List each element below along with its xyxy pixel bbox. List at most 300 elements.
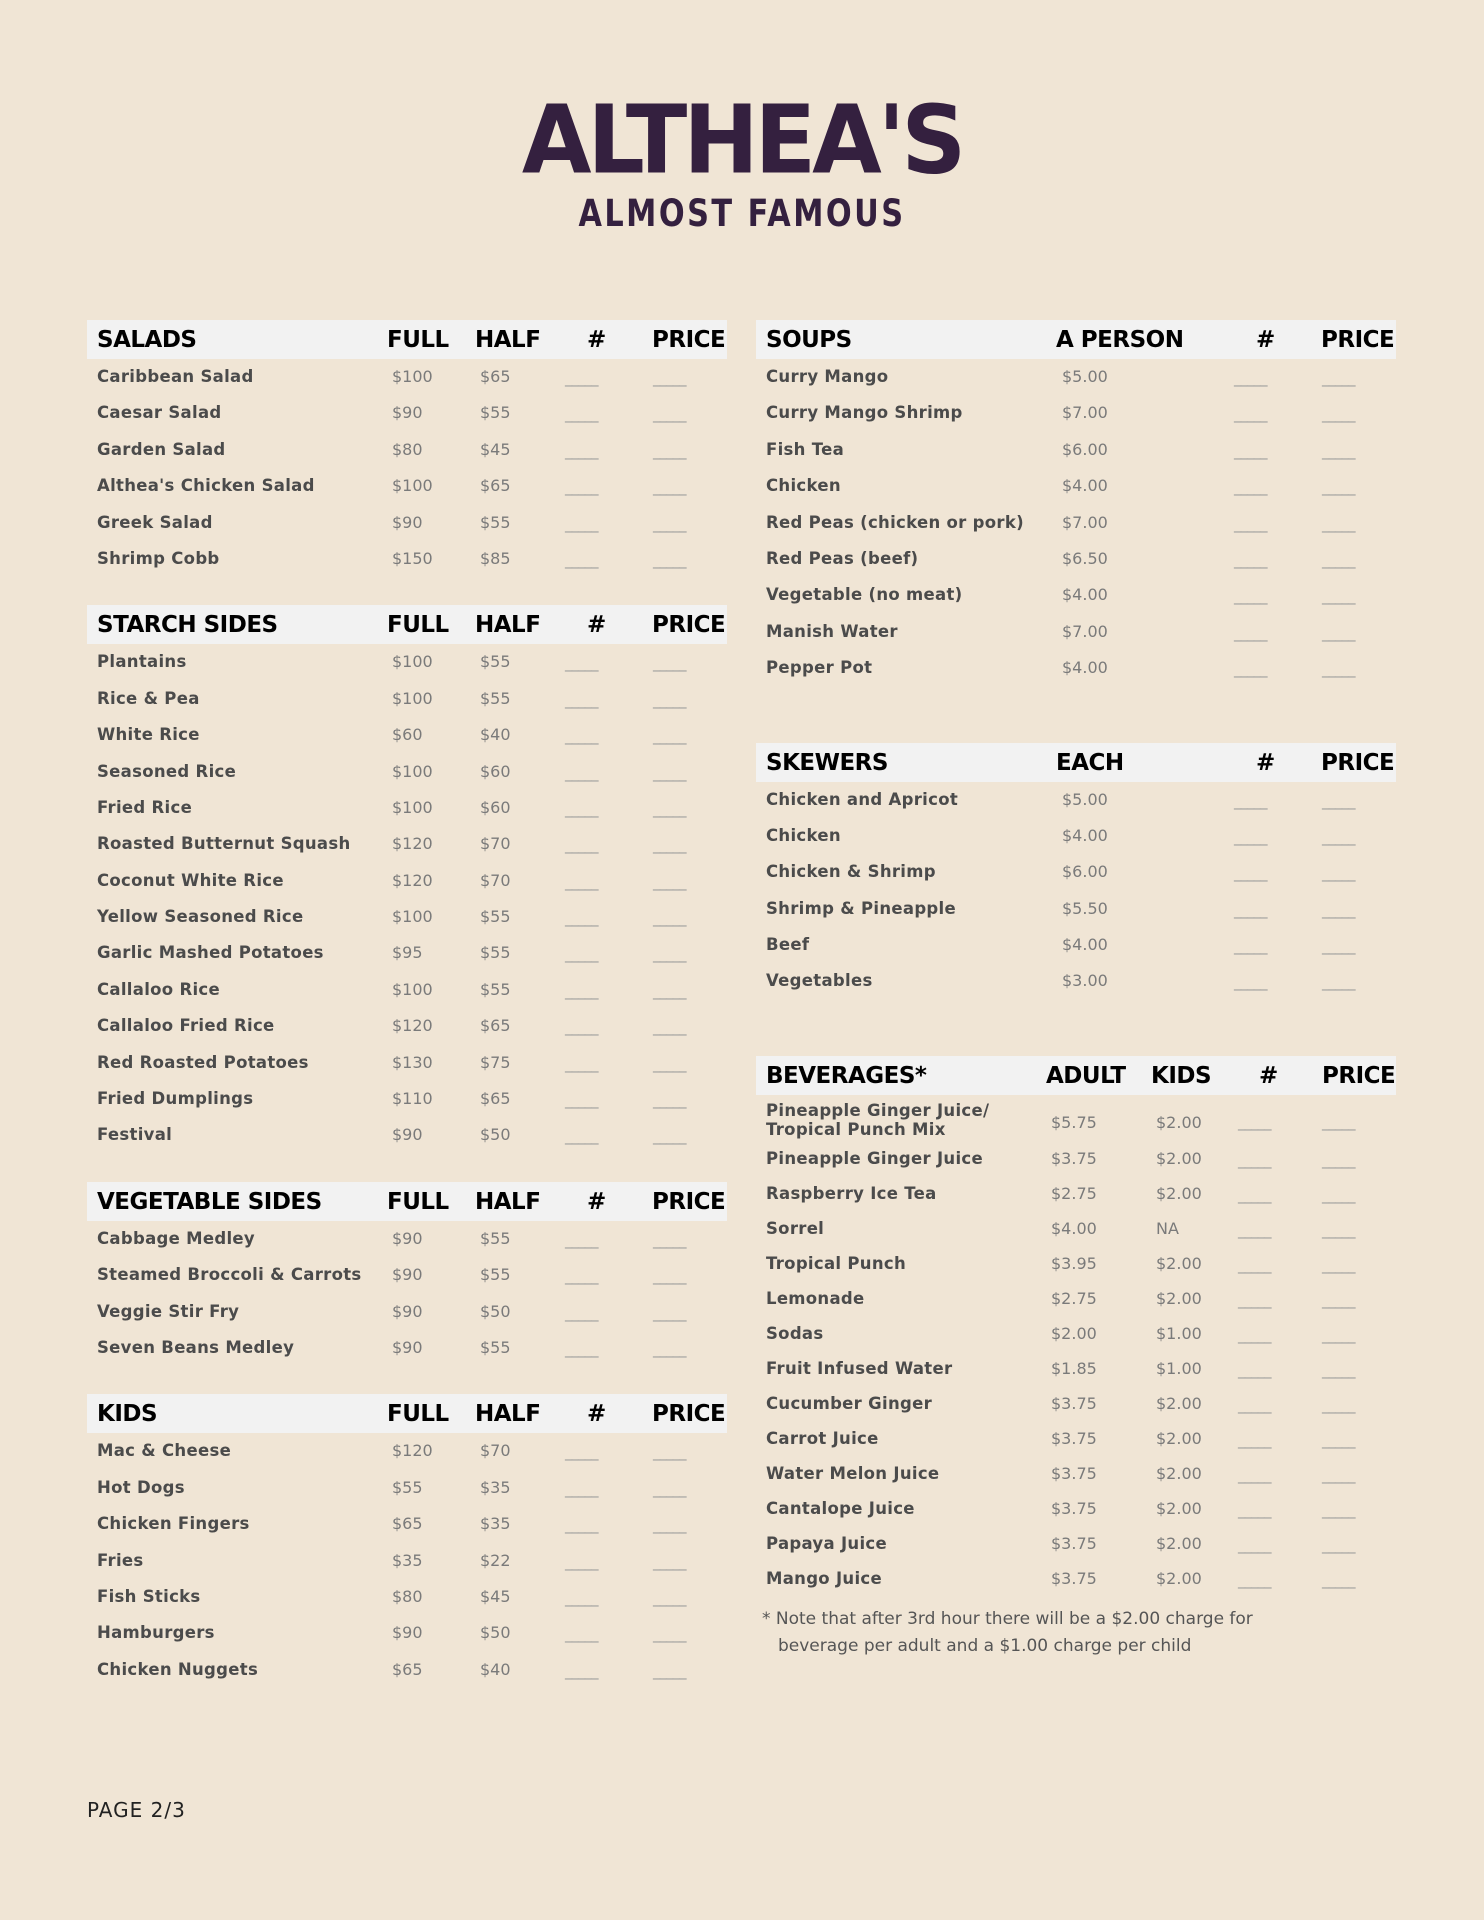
adult-price: $1.85 xyxy=(1051,1358,1097,1378)
menu-row xyxy=(756,432,1396,468)
price-blank: _____ xyxy=(653,1303,686,1322)
price-blank: _____ xyxy=(653,1552,686,1571)
price-blank: _____ xyxy=(653,981,686,1000)
section-header xyxy=(756,320,1396,359)
qty-blank: _____ xyxy=(1238,1395,1271,1414)
menu-row xyxy=(87,1652,727,1688)
menu-row xyxy=(756,891,1396,927)
item-name: Plantains xyxy=(97,652,187,672)
qty-blank: _____ xyxy=(565,1661,598,1680)
qty-blank: _____ xyxy=(565,836,598,855)
qty-blank: _____ xyxy=(1234,864,1267,883)
qty-blank: _____ xyxy=(1234,660,1267,679)
item-name: Steamed Broccoli & Carrots xyxy=(97,1265,362,1285)
menu-row xyxy=(87,790,727,826)
beverage-row xyxy=(756,1386,1396,1421)
item-name-line: Papaya Juice xyxy=(766,1533,887,1553)
item-name: Curry Mango Shrimp xyxy=(766,403,963,423)
price-blank: _____ xyxy=(1322,514,1355,533)
full-price: $100 xyxy=(392,367,433,386)
full-price: $65 xyxy=(392,1514,423,1534)
price-blank: _____ xyxy=(653,727,686,746)
qty-blank: _____ xyxy=(1234,478,1267,497)
half-price: $60 xyxy=(480,761,511,781)
half-price: $40 xyxy=(480,1659,511,1679)
col-header-qty: # xyxy=(587,1401,606,1428)
item-name: Rice & Pea xyxy=(97,688,200,708)
full-price: $100 xyxy=(392,979,433,999)
qty-blank: _____ xyxy=(1238,1535,1271,1554)
menu-row xyxy=(87,899,727,935)
item-name xyxy=(766,1219,824,1238)
item-name-line: Water Melon Juice xyxy=(766,1463,940,1483)
qty-blank: _____ xyxy=(565,799,598,818)
qty-blank: _____ xyxy=(565,872,598,891)
price-blank: _____ xyxy=(1322,660,1355,679)
item-name: Chicken & Shrimp xyxy=(766,862,936,882)
item-price: $7.00 xyxy=(1062,621,1108,641)
col-header-price: PRICE xyxy=(652,612,726,639)
item-name: Chicken Fingers xyxy=(97,1514,250,1534)
menu-row xyxy=(756,782,1396,818)
qty-blank: _____ xyxy=(565,1091,598,1110)
section-title: SOUPS xyxy=(766,327,852,353)
half-price: $75 xyxy=(480,1052,511,1072)
adult-price: $3.75 xyxy=(1051,1568,1097,1588)
item-name: Caribbean Salad xyxy=(97,367,254,386)
section-title: BEVERAGES* xyxy=(766,1062,927,1089)
qty-blank: _____ xyxy=(565,945,598,964)
half-price: $55 xyxy=(480,979,511,999)
item-name-line: Pineapple Ginger Juice/ xyxy=(766,1100,990,1120)
item-name xyxy=(766,1149,983,1168)
qty-blank: _____ xyxy=(565,369,598,387)
full-price: $60 xyxy=(392,725,423,745)
right-column xyxy=(756,320,1396,1660)
qty-blank: _____ xyxy=(565,981,598,1000)
half-price: $65 xyxy=(480,1089,511,1109)
full-price: $90 xyxy=(392,403,423,423)
col-header-price: PRICE xyxy=(652,327,726,353)
price-blank: _____ xyxy=(653,550,686,569)
full-price: $90 xyxy=(392,1301,423,1321)
item-name-line: Fruit Infused Water xyxy=(766,1358,953,1378)
item-name: Fried Rice xyxy=(97,797,193,817)
price-blank: _____ xyxy=(653,909,686,928)
price-blank: _____ xyxy=(653,1091,686,1110)
item-name: Fries xyxy=(97,1550,144,1570)
menu-row xyxy=(87,1615,727,1651)
item-name: Chicken xyxy=(766,825,841,845)
price-blank: _____ xyxy=(653,1127,686,1146)
item-name xyxy=(766,1254,906,1273)
item-name: Chicken and Apricot xyxy=(766,789,959,809)
col-header-qty: # xyxy=(587,1188,606,1215)
col-header-price: PRICE xyxy=(652,1401,726,1428)
menu-row xyxy=(87,1543,727,1579)
item-price: $7.00 xyxy=(1062,512,1108,532)
beverage-row xyxy=(756,1281,1396,1316)
item-name: Callaloo Fried Rice xyxy=(97,1016,275,1036)
half-price: $55 xyxy=(480,512,511,532)
full-price: $100 xyxy=(392,907,433,927)
col-header-full: FULL xyxy=(387,1188,449,1215)
beverage-row xyxy=(756,1351,1396,1386)
price-blank: _____ xyxy=(653,1018,686,1037)
qty-blank: _____ xyxy=(565,1443,598,1462)
price-blank: _____ xyxy=(1322,623,1355,642)
beverages-section xyxy=(756,1056,1396,1596)
item-price: $7.00 xyxy=(1062,403,1108,423)
full-price: $100 xyxy=(392,688,433,708)
section-header xyxy=(756,743,1396,782)
price-blank: _____ xyxy=(1322,369,1355,387)
menu-row xyxy=(87,644,727,680)
col-header-each: EACH xyxy=(1056,749,1124,776)
qty-blank: _____ xyxy=(565,478,598,497)
item-price: $6.50 xyxy=(1062,548,1108,568)
qty-blank: _____ xyxy=(565,690,598,709)
item-name: Cabbage Medley xyxy=(97,1228,255,1248)
qty-blank: _____ xyxy=(1234,791,1267,810)
full-price: $100 xyxy=(392,652,433,672)
price-blank: _____ xyxy=(653,405,686,424)
qty-blank: _____ xyxy=(565,1267,598,1286)
menu-row xyxy=(87,1470,727,1506)
full-price: $120 xyxy=(392,1016,433,1036)
price-blank: _____ xyxy=(1322,900,1355,919)
price-blank: _____ xyxy=(1322,1290,1355,1309)
page-number: PAGE 2/3 xyxy=(87,1798,186,1822)
price-blank: _____ xyxy=(1322,1112,1355,1131)
menu-row xyxy=(87,1117,727,1153)
full-price: $100 xyxy=(392,761,433,781)
item-name: Althea's Chicken Salad xyxy=(97,476,315,496)
half-price: $55 xyxy=(480,652,511,672)
item-price: $4.00 xyxy=(1062,476,1108,496)
half-price: $55 xyxy=(480,403,511,423)
qty-blank: _____ xyxy=(565,550,598,569)
price-blank: _____ xyxy=(1322,441,1355,460)
item-name-line: Lemonade xyxy=(766,1288,865,1308)
menu-row xyxy=(87,1008,727,1044)
soups-section xyxy=(756,320,1396,687)
beverage-row xyxy=(756,1246,1396,1281)
item-name: Pepper Pot xyxy=(766,658,873,678)
logo-subtitle: ALMOST FAMOUS xyxy=(578,192,906,235)
menu-row xyxy=(756,577,1396,613)
price-blank: _____ xyxy=(653,441,686,460)
qty-blank: _____ xyxy=(1234,550,1267,569)
qty-blank: _____ xyxy=(1238,1150,1271,1169)
menu-row xyxy=(87,972,727,1008)
adult-price: $2.00 xyxy=(1051,1323,1097,1343)
price-blank: _____ xyxy=(1322,864,1355,883)
qty-blank: _____ xyxy=(1234,514,1267,533)
beverage-row xyxy=(756,1421,1396,1456)
item-name: Red Roasted Potatoes xyxy=(97,1052,309,1072)
menu-row xyxy=(87,395,727,431)
menu-row xyxy=(87,1506,727,1542)
price-blank: _____ xyxy=(1322,1325,1355,1344)
menu-row xyxy=(87,1081,727,1117)
item-name-line: Sorrel xyxy=(766,1218,825,1238)
item-name: Hot Dogs xyxy=(97,1477,185,1497)
price-blank: _____ xyxy=(1322,827,1355,846)
menu-row xyxy=(756,854,1396,890)
item-name: Festival xyxy=(97,1125,173,1145)
adult-price: $2.75 xyxy=(1051,1288,1097,1308)
item-name: Manish Water xyxy=(766,621,898,641)
item-price: $5.00 xyxy=(1062,789,1108,809)
beverage-row xyxy=(756,1316,1396,1351)
item-price: $4.00 xyxy=(1062,825,1108,845)
menu-row xyxy=(87,1294,727,1330)
col-header-each: A PERSON xyxy=(1056,327,1184,353)
item-name: Chicken Nuggets xyxy=(97,1659,259,1679)
qty-blank: _____ xyxy=(1238,1112,1271,1131)
kids-section xyxy=(87,1394,727,1688)
price-blank: _____ xyxy=(1322,1220,1355,1239)
item-name: Chicken xyxy=(766,476,841,496)
section-header xyxy=(756,1056,1396,1095)
menu-row xyxy=(87,1433,727,1469)
full-price: $65 xyxy=(392,1659,423,1679)
beverage-row xyxy=(756,1561,1396,1596)
adult-price: $3.75 xyxy=(1051,1148,1097,1168)
price-blank: _____ xyxy=(653,654,686,673)
section-title: KIDS xyxy=(97,1401,158,1428)
full-price: $150 xyxy=(392,548,433,568)
section-title: VEGETABLE SIDES xyxy=(97,1188,322,1215)
half-price: $22 xyxy=(480,1550,511,1570)
price-blank: _____ xyxy=(653,514,686,533)
menu-row xyxy=(87,1330,727,1366)
item-name-line: Pineapple Ginger Juice xyxy=(766,1148,983,1168)
item-name xyxy=(766,1184,937,1203)
menu-row xyxy=(87,681,727,717)
qty-blank: _____ xyxy=(565,1054,598,1073)
logo xyxy=(0,85,1484,235)
menu-row xyxy=(87,935,727,971)
item-name-line: Cucumber Ginger xyxy=(766,1393,933,1413)
kids-price: $2.00 xyxy=(1156,1533,1202,1553)
menu-row xyxy=(756,359,1396,395)
kids-price: $1.00 xyxy=(1156,1323,1202,1343)
vegetable-sides-section xyxy=(87,1182,727,1367)
menu-row xyxy=(756,818,1396,854)
price-blank: _____ xyxy=(1322,550,1355,569)
adult-price: $2.75 xyxy=(1051,1183,1097,1203)
col-header-adult: ADULT xyxy=(1046,1062,1126,1089)
item-name: Vegetables xyxy=(766,971,873,991)
skewers-section xyxy=(756,743,1396,1000)
full-price: $90 xyxy=(392,1337,423,1357)
qty-blank: _____ xyxy=(565,405,598,424)
item-name: Red Peas (chicken or pork) xyxy=(766,512,1024,532)
price-blank: _____ xyxy=(1322,1465,1355,1484)
menu-row xyxy=(87,505,727,541)
full-price: $95 xyxy=(392,943,423,963)
col-header-half: HALF xyxy=(475,612,541,639)
item-name: Callaloo Rice xyxy=(97,979,220,999)
item-name xyxy=(766,1464,939,1483)
beverage-row xyxy=(756,1211,1396,1246)
price-blank: _____ xyxy=(1322,791,1355,810)
half-price: $85 xyxy=(480,548,511,568)
item-name xyxy=(766,1324,824,1343)
qty-blank: _____ xyxy=(565,1625,598,1644)
menu-row xyxy=(87,541,727,577)
full-price: $130 xyxy=(392,1052,433,1072)
half-price: $50 xyxy=(480,1301,511,1321)
qty-blank: _____ xyxy=(565,727,598,746)
qty-blank: _____ xyxy=(1238,1220,1271,1239)
price-blank: _____ xyxy=(653,1339,686,1358)
price-blank: _____ xyxy=(653,1588,686,1607)
price-blank: _____ xyxy=(653,872,686,891)
price-blank: _____ xyxy=(653,690,686,709)
col-header-price: PRICE xyxy=(1322,1062,1396,1089)
half-price: $60 xyxy=(480,797,511,817)
qty-blank: _____ xyxy=(1238,1255,1271,1274)
item-price: $4.00 xyxy=(1062,658,1108,678)
col-header-half: HALF xyxy=(475,1401,541,1428)
item-name: Vegetable (no meat) xyxy=(766,585,963,605)
item-name: Seven Beans Medley xyxy=(97,1337,295,1357)
qty-blank: _____ xyxy=(1238,1360,1271,1379)
half-price: $55 xyxy=(480,1265,511,1285)
qty-blank: _____ xyxy=(1234,587,1267,606)
kids-price: $2.00 xyxy=(1156,1148,1202,1168)
qty-blank: _____ xyxy=(1238,1290,1271,1309)
section-header xyxy=(87,1182,727,1221)
full-price: $80 xyxy=(392,1586,423,1606)
item-price: $6.00 xyxy=(1062,439,1108,459)
item-name xyxy=(766,1429,879,1448)
half-price: $65 xyxy=(480,1016,511,1036)
section-title: SKEWERS xyxy=(766,749,888,776)
half-price: $35 xyxy=(480,1477,511,1497)
col-header-half: HALF xyxy=(475,327,541,353)
qty-blank: _____ xyxy=(565,1303,598,1322)
item-name xyxy=(766,1569,882,1588)
item-name: Red Peas (beef) xyxy=(766,548,919,568)
full-price: $120 xyxy=(392,1441,433,1461)
price-blank: _____ xyxy=(1322,1150,1355,1169)
item-name: Shrimp & Pineapple xyxy=(766,898,956,918)
menu-row xyxy=(756,650,1396,686)
full-price: $55 xyxy=(392,1477,423,1497)
item-name-line: Raspberry Ice Tea xyxy=(766,1183,937,1203)
menu-row xyxy=(87,468,727,504)
price-blank: _____ xyxy=(1322,1500,1355,1519)
item-name: Curry Mango xyxy=(766,367,889,386)
kids-price: $2.00 xyxy=(1156,1428,1202,1448)
beverage-row xyxy=(756,1095,1396,1141)
full-price: $90 xyxy=(392,1228,423,1248)
qty-blank: _____ xyxy=(1238,1430,1271,1449)
item-name-line: Mango Juice xyxy=(766,1568,883,1588)
qty-blank: _____ xyxy=(565,909,598,928)
half-price: $70 xyxy=(480,1441,511,1461)
full-price: $120 xyxy=(392,834,433,854)
adult-price: $3.95 xyxy=(1051,1253,1097,1273)
half-price: $55 xyxy=(480,1228,511,1248)
price-blank: _____ xyxy=(1322,1395,1355,1414)
item-name xyxy=(766,1289,865,1308)
full-price: $120 xyxy=(392,870,433,890)
item-name: Fish Tea xyxy=(766,439,845,459)
item-name: Greek Salad xyxy=(97,512,213,532)
half-price: $50 xyxy=(480,1623,511,1643)
qty-blank: _____ xyxy=(1234,937,1267,956)
item-name: Coconut White Rice xyxy=(97,870,284,890)
half-price: $55 xyxy=(480,943,511,963)
adult-price: $4.00 xyxy=(1051,1218,1097,1238)
item-price: $4.00 xyxy=(1062,585,1108,605)
full-price: $100 xyxy=(392,476,433,496)
left-column xyxy=(87,320,727,1716)
item-name xyxy=(766,1534,887,1553)
item-name xyxy=(766,1359,952,1378)
qty-blank: _____ xyxy=(1238,1185,1271,1204)
half-price: $35 xyxy=(480,1514,511,1534)
adult-price: $3.75 xyxy=(1051,1533,1097,1553)
menu-row xyxy=(87,826,727,862)
half-price: $45 xyxy=(480,1586,511,1606)
item-name: Seasoned Rice xyxy=(97,761,237,781)
qty-blank: _____ xyxy=(565,1339,598,1358)
item-price: $3.00 xyxy=(1062,971,1108,991)
beverage-row xyxy=(756,1456,1396,1491)
price-blank: _____ xyxy=(1322,1360,1355,1379)
qty-blank: _____ xyxy=(1234,623,1267,642)
half-price: $70 xyxy=(480,834,511,854)
half-price: $65 xyxy=(480,367,511,386)
kids-price: $2.00 xyxy=(1156,1112,1202,1132)
item-name: Hamburgers xyxy=(97,1623,215,1643)
price-blank: _____ xyxy=(653,1054,686,1073)
item-name xyxy=(766,1101,989,1139)
price-blank: _____ xyxy=(1322,1535,1355,1554)
menu-row xyxy=(756,614,1396,650)
price-blank: _____ xyxy=(653,369,686,387)
half-price: $40 xyxy=(480,725,511,745)
item-price: $5.00 xyxy=(1062,367,1108,386)
item-name: Yellow Seasoned Rice xyxy=(97,907,304,927)
col-header-half: HALF xyxy=(475,1188,541,1215)
col-header-qty: # xyxy=(587,612,606,639)
note-line-2: beverage per adult and a $1.00 charge per child xyxy=(778,1635,1192,1656)
price-blank: _____ xyxy=(1322,478,1355,497)
price-blank: _____ xyxy=(1322,973,1355,992)
beverage-row xyxy=(756,1526,1396,1561)
kids-price: NA xyxy=(1156,1218,1179,1238)
price-blank: _____ xyxy=(653,1625,686,1644)
menu-row xyxy=(87,359,727,395)
qty-blank: _____ xyxy=(1238,1570,1271,1589)
menu-row xyxy=(87,1221,727,1257)
item-name: White Rice xyxy=(97,725,200,745)
col-header-qty: # xyxy=(1256,749,1275,776)
item-name: Roasted Butternut Squash xyxy=(97,834,351,854)
qty-blank: _____ xyxy=(1238,1500,1271,1519)
qty-blank: _____ xyxy=(1234,900,1267,919)
starch-sides-section xyxy=(87,605,727,1153)
price-blank: _____ xyxy=(653,836,686,855)
col-header-full: FULL xyxy=(387,612,449,639)
